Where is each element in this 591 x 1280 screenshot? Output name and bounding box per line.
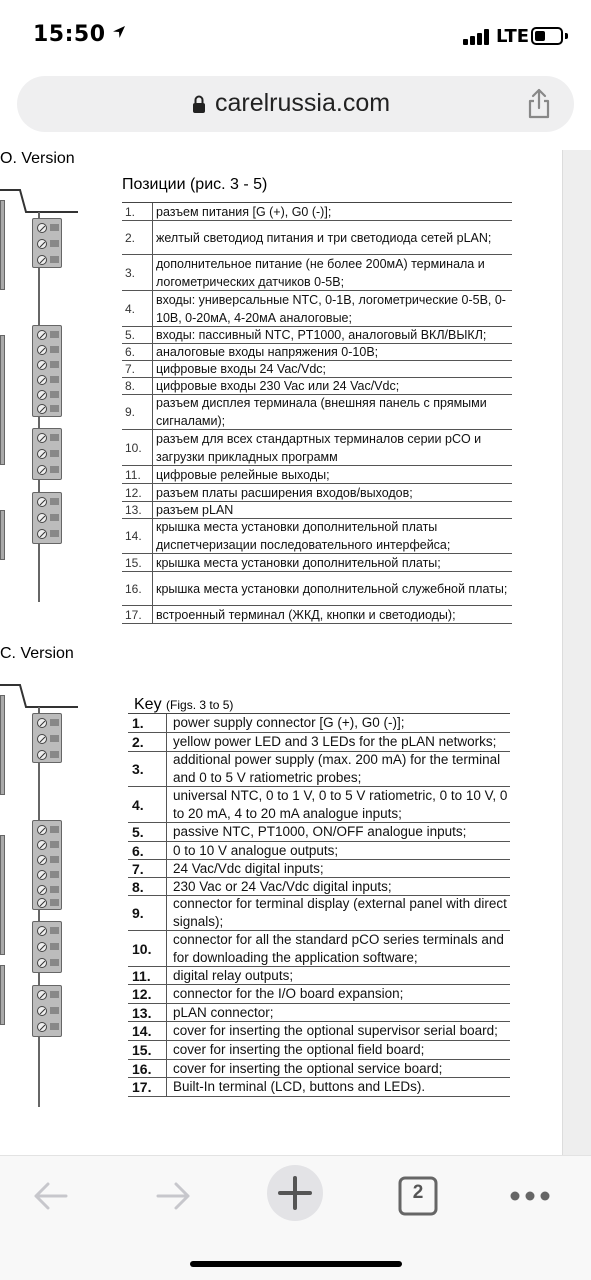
board-outline-top	[0, 180, 80, 220]
en-item-number: 10.	[132, 940, 152, 957]
en-item-number: 12.	[132, 986, 152, 1002]
board-schematic-top	[0, 180, 80, 600]
ru-row	[122, 502, 512, 519]
en-row	[128, 752, 510, 787]
en-item-number: 3.	[132, 761, 144, 777]
address-bar[interactable]	[17, 76, 574, 132]
ru-row	[122, 395, 512, 430]
en-item-number: 5.	[132, 824, 144, 840]
en-table-title	[134, 696, 233, 714]
en-item-number: 8.	[132, 878, 144, 895]
ru-item-number: 10.	[125, 440, 142, 455]
en-item-text: 24 Vac/Vdc digital inputs;	[166, 860, 510, 877]
tab-count: 2	[412, 1182, 424, 1203]
ru-item-number: 11.	[125, 467, 141, 482]
status-bar	[0, 0, 591, 72]
ru-row	[122, 466, 512, 484]
terminal-block	[32, 820, 62, 910]
forward-icon[interactable]	[142, 1168, 202, 1224]
ru-item-text: крышка места установки дополнительной платы;	[152, 554, 512, 571]
en-item-number: 13.	[132, 1004, 152, 1021]
ru-key-table	[122, 202, 512, 624]
ru-row	[122, 430, 512, 466]
status-time	[33, 22, 126, 47]
ru-row	[122, 606, 512, 624]
en-item-text: power supply connector [G (+), G0 (-)];	[166, 714, 510, 732]
clock-text: 15:50	[33, 22, 106, 47]
ru-row	[122, 344, 512, 361]
version-label-top: O. Version	[0, 150, 75, 167]
en-item-text: cover for inserting the optional supervisor serial board;	[166, 1022, 510, 1040]
ru-item-text: аналоговые входы напряжения 0-10В;	[152, 344, 512, 360]
en-item-text: 230 Vac or 24 Vac/Vdc digital inputs;	[166, 878, 510, 895]
new-tab-icon[interactable]	[266, 1164, 324, 1222]
share-icon[interactable]	[525, 88, 553, 120]
en-row	[128, 931, 510, 967]
ru-item-number: 8.	[125, 379, 136, 393]
ru-item-text: крышка места установки дополнительной служебной платы;	[152, 572, 512, 605]
en-item-text: connector for all the standard pCO series terminals and for downloading the application software;	[166, 931, 510, 966]
en-item-text: Built-In terminal (LCD, buttons and LEDs).	[166, 1078, 510, 1096]
ru-item-text: входы: пассивный NTC, PT1000, аналоговый ВКЛ/ВЫКЛ;	[152, 327, 512, 343]
en-row	[128, 967, 510, 985]
en-row	[128, 733, 510, 752]
en-item-number: 11.	[132, 967, 151, 984]
ru-row	[122, 572, 512, 606]
en-item-text: universal NTC, 0 to 1 V, 0 to 5 V ratiometric, 0 to 10 V, 0 to 20 mA, 4 to 20 mA analogue inputs;	[166, 787, 510, 822]
terminal-block	[32, 921, 62, 973]
en-row	[128, 787, 510, 823]
ru-item-number: 15.	[125, 555, 142, 570]
en-row	[128, 1022, 510, 1041]
page-edge	[562, 150, 591, 1155]
ru-row	[122, 484, 512, 502]
ru-row	[122, 378, 512, 395]
battery-cap	[565, 33, 568, 39]
cellular-signal-icon	[463, 29, 491, 45]
en-item-number: 15.	[132, 1042, 152, 1058]
ru-item-text: входы: универсальные NTC, 0-1В, логометрические 0-5В, 0-10В, 0-20мА, 4-20мА аналоговые;	[152, 291, 512, 326]
network-type: LTE	[496, 26, 530, 47]
url-text[interactable]: carelrussia.com	[215, 89, 391, 117]
ru-row	[122, 361, 512, 378]
en-item-number: 7.	[132, 860, 144, 877]
en-item-text: connector for terminal display (external panel with direct signals);	[166, 896, 510, 930]
ru-row	[122, 203, 512, 221]
battery-icon	[531, 27, 563, 45]
terminal-block	[32, 985, 62, 1037]
ru-item-number: 14.	[125, 529, 142, 543]
terminal-block	[32, 492, 62, 544]
terminal-block	[32, 428, 62, 480]
ru-item-number: 7.	[125, 362, 136, 376]
home-indicator	[190, 1261, 402, 1267]
more-icon[interactable]	[500, 1168, 560, 1224]
ru-item-number: 5.	[125, 328, 136, 342]
en-row	[128, 985, 510, 1004]
ru-item-text: разъем дисплея терминала (внешняя панель с прямыми сигналами);	[152, 395, 512, 429]
ru-table-title: Позиции (рис. 3 - 5)	[122, 176, 268, 193]
terminal-block	[32, 325, 62, 417]
ru-item-text: крышка места установки дополнительной платы диспетчеризации последовательного интерфейса;	[152, 519, 512, 553]
ru-row	[122, 519, 512, 554]
en-item-number: 16.	[132, 1060, 152, 1077]
ru-row	[122, 255, 512, 291]
ru-item-text: разъем платы расширения входов/выходов;	[152, 484, 512, 501]
en-item-text: passive NTC, PT1000, ON/OFF analogue inputs;	[166, 823, 510, 841]
ru-item-text: встроенный терминал (ЖКД, кнопки и светодиоды);	[152, 606, 512, 623]
ru-row	[122, 554, 512, 572]
en-item-number: 1.	[132, 715, 144, 731]
ru-item-text: разъем pLAN	[152, 502, 512, 518]
en-item-number: 4.	[132, 796, 144, 813]
ru-item-number: 13.	[125, 503, 142, 517]
en-item-number: 17.	[132, 1079, 152, 1095]
en-item-text: 0 to 10 V analogue outputs;	[166, 842, 510, 859]
en-item-text: additional power supply (max. 200 mA) for the terminal and 0 to 5 V ratiometric probes;	[166, 752, 510, 786]
en-row	[128, 896, 510, 931]
ru-item-number: 3.	[125, 265, 136, 280]
en-item-text: yellow power LED and 3 LEDs for the pLAN networks;	[166, 733, 510, 751]
ru-item-number: 16.	[125, 581, 142, 596]
ru-row	[122, 221, 512, 255]
terminal-block	[32, 713, 62, 763]
en-row	[128, 1078, 510, 1097]
terminal-block	[32, 218, 62, 268]
ru-item-text: разъем питания [G (+), G0 (-)];	[152, 203, 512, 220]
en-item-text: digital relay outputs;	[166, 967, 510, 984]
en-row	[128, 842, 510, 860]
lock-icon	[192, 94, 206, 114]
ru-row	[122, 327, 512, 344]
en-item-number: 14.	[132, 1023, 152, 1039]
en-item-number: 6.	[132, 842, 144, 859]
en-row	[128, 1004, 510, 1022]
en-item-number: 2.	[132, 734, 144, 750]
en-row	[128, 878, 510, 896]
ru-item-text: дополнительное питание (не более 200мА) терминала и логометрических датчиков 0-5В;	[152, 255, 512, 290]
ru-item-number: 12.	[125, 485, 142, 500]
ru-item-text: разъем для всех стандартных терминалов серии pCO и загрузки прикладных программ	[152, 430, 512, 465]
en-item-text: pLAN connector;	[166, 1004, 510, 1021]
back-icon[interactable]	[22, 1168, 82, 1224]
ru-item-text: цифровые входы 230 Vac или 24 Vac/Vdc;	[152, 378, 512, 394]
tabs-button[interactable]	[388, 1168, 448, 1224]
ru-item-text: цифровые релейные выходы;	[152, 466, 512, 483]
ru-item-number: 17.	[125, 607, 142, 622]
board-outline-bottom	[0, 675, 80, 715]
board-schematic-bottom	[0, 675, 80, 1105]
ru-item-number: 9.	[125, 405, 136, 419]
ru-item-number: 4.	[125, 301, 136, 316]
en-row	[128, 860, 510, 878]
document-page[interactable]	[0, 150, 591, 1155]
location-arrow-icon	[112, 25, 126, 39]
version-label-bottom: C. Version	[0, 645, 74, 662]
en-row	[128, 1041, 510, 1060]
ru-item-text: желтый светодиод питания и три светодиода сетей pLAN;	[152, 221, 512, 254]
en-row	[128, 1060, 510, 1078]
en-item-text: connector for the I/O board expansion;	[166, 985, 510, 1003]
ru-item-number: 2.	[125, 230, 136, 245]
en-key-table	[128, 713, 510, 1097]
en-row	[128, 714, 510, 733]
en-title-key: Key	[134, 696, 162, 713]
en-item-text: cover for inserting the optional field board;	[166, 1041, 510, 1059]
en-item-text: cover for inserting the optional service board;	[166, 1060, 510, 1077]
en-item-number: 9.	[132, 905, 144, 921]
ru-item-number: 1.	[125, 204, 136, 219]
ru-row	[122, 291, 512, 327]
en-row	[128, 823, 510, 842]
ru-item-text: цифровые входы 24 Vac/Vdc;	[152, 361, 512, 377]
en-title-sub: (Figs. 3 to 5)	[166, 698, 234, 712]
ru-item-number: 6.	[125, 345, 136, 359]
